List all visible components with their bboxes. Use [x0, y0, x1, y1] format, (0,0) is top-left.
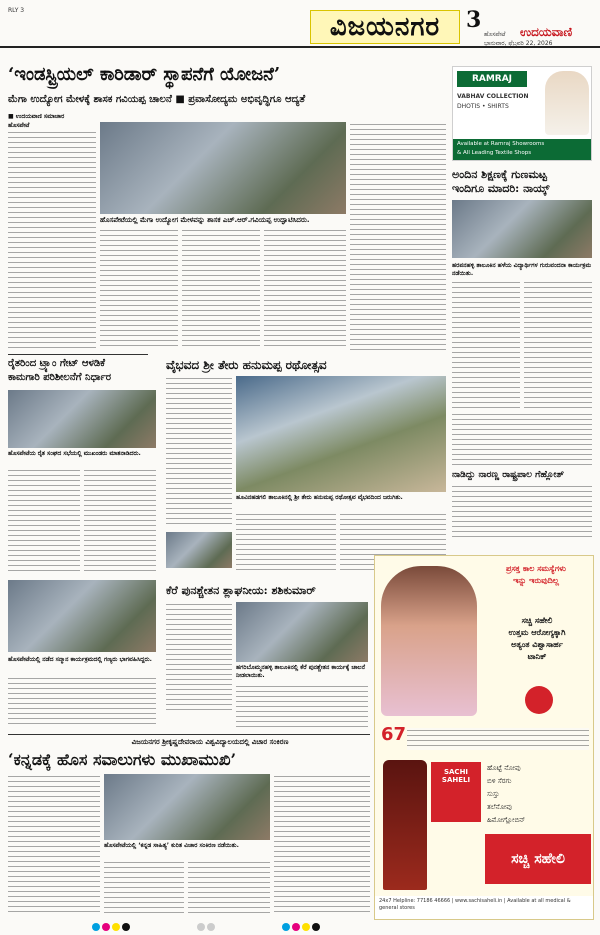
story-kere-photo: [236, 602, 368, 662]
bottom-body-2: [104, 860, 184, 914]
story-l2-headline-2: ಕಾಮಗಾರಿ ಪರಿಶೀಲನೆಗೆ ನಿರ್ಧಾರ: [8, 372, 112, 383]
sachi-bottle-image: [383, 760, 427, 890]
story-r2-headline: ನಾಡಿದ್ದು ನಾರಣ್ಣ ರಾಷ್ಟ್ರಪಾಲ ಗೆಹ್ಲೋತ್: [452, 470, 565, 480]
lead-body-col5: [350, 122, 446, 350]
story-mid-body-1: [166, 376, 232, 528]
lead-body-col2: [100, 228, 178, 350]
sachi-line-4: ಉತ್ತಮ ಆರೋಗ್ಯಕ್ಕಾಗಿ: [508, 628, 566, 637]
story-mid-caption: ಹೂವಿನಹಡಗಲಿ ತಾಲೂಕಿನಲ್ಲಿ ಶ್ರೀ ತೇರು ಹನುಮಪ್ಪ ರಥೋತ್ಸವ ವೈಭವದಿಂದ ಜರುಗಿತು.: [236, 494, 403, 501]
ramraj-availability-1: Available at Ramraj Showrooms: [457, 141, 545, 147]
story-mid-photo: [236, 376, 446, 492]
lead-photo-caption: ಹೊಸಪೇಟೆಯಲ್ಲಿ ಮೆಗಾ ಉದ್ಯೋಗ ಮೇಳವನ್ನು ಶಾಸಕ ಎಚ್.ಆರ್.ಗವಿಯಪ್ಪ ಉದ್ಘಾಟಿಸಿದರು.: [100, 216, 310, 224]
story-l2-caption: ಹೊಸಪೇಟೆಯ ರೈತ ಸಂಘದ ಸಭೆಯಲ್ಲಿ ಮುಖಂಡರು ಮಾತನಾಡಿದರು.: [8, 450, 141, 457]
sachi-brand-logo: ಸಚ್ಚಿ ಸಹೇಲಿ: [485, 834, 591, 884]
bottom-body-4: [274, 774, 370, 914]
brand-prefix: ಹೊಸಪೇಟೆ: [484, 31, 506, 38]
lead-headline: ‘ಇಂಡಸ್ಟ್ರಿಯಲ್ ಕಾರಿಡಾರ್ ಸ್ಥಾಪನೆಗೆ ಯೋಜನೆ’: [8, 64, 281, 85]
ramraj-ad: [452, 66, 592, 161]
story-l3-body: [8, 676, 156, 728]
story-l2-photo: [8, 390, 156, 448]
ramraj-logo: RAMRAJ: [457, 71, 527, 87]
masthead-title: ವಿಜಯನಗರ: [310, 10, 460, 44]
story-r1-photo: [452, 200, 592, 258]
story-mid-body-2: [236, 512, 336, 572]
sachi-benefit: ಬಿಳಿ ಸೆರಗು: [487, 777, 512, 785]
story-r1-body-2: [524, 280, 592, 408]
sachi-benefit-list: [487, 762, 591, 827]
story-r1-caption: ಹರಪನಹಳ್ಳಿ ತಾಲೂಕಿನ ಹಳೆಯ ವಿದ್ಯಾರ್ಥಿಗಳ ಗುರುವಂದನಾ ಕಾರ್ಯಕ್ರಮ ನಡೆಯಿತು.: [452, 262, 592, 277]
sachi-line-6: ಟಾನಿಕ್: [527, 652, 547, 661]
story-r1-headline-1: ಅಂದಿನ ಶಿಕ್ಷಣಕ್ಕೆ ಗುಣಮಟ್ಟ: [452, 168, 547, 181]
bottom-body-1: [8, 774, 100, 914]
issue-date: ಭಾನುವಾರ, ಫೆಬ್ರವರಿ 22, 2026: [484, 40, 553, 47]
sachi-percent: 67: [381, 724, 407, 745]
sachi-footer: 24x7 Helpline: 77186 46666 | www.sachisaheli.in | Available at all medical & general stores: [375, 896, 593, 919]
sachi-line-1: ಪ್ರಸಕ್ತ ಕಾಲ ಸಮಸ್ಯೆಗಳು: [506, 564, 566, 573]
page-code: RLY 3: [8, 7, 25, 14]
story-l2-headline-1: ರೈತರಿಂದ ಟ್ರ್ಯಾಂ ಗೇಟ್ ಆಳಡಿಕೆ: [8, 358, 106, 369]
ramraj-availability-2: & All Leading Textile Shops: [457, 150, 532, 156]
story-l2-body-2: [84, 468, 156, 574]
sachi-benefit: ತಲೆನೋವು: [487, 803, 512, 811]
story-r2-body: [452, 412, 592, 466]
print-color-marks: [92, 916, 512, 926]
sachi-seal-icon: [525, 686, 553, 714]
bottom-body-3: [188, 860, 270, 914]
lead-dateline: ಹೊಸಪೇಟೆ: [8, 122, 30, 129]
sachi-line-3: ಸಚ್ಚಿ ಸಹೇಲಿ: [521, 616, 553, 625]
lead-body-col3: [182, 228, 260, 350]
sachi-model-image: [381, 566, 477, 716]
brand-name: ಉದಯವಾಣಿ: [520, 25, 573, 39]
lead-photo: [100, 122, 346, 214]
story-kere-body-2: [236, 684, 368, 728]
story-r1-body-1: [452, 280, 520, 408]
sachi-benefit: ಹಿಮೋಗ್ಲೋಬಿನ್: [487, 816, 526, 824]
ramraj-model-image: [545, 71, 589, 135]
ramraj-collection: VABHAV COLLECTION: [457, 93, 529, 100]
story-r1-headline-2: ಇಂದಿಗೂ ಮಾದರಿ: ನಾಯ್ಕ್: [452, 182, 550, 195]
lead-byline: ■ ಉದಯವಾಣಿ ಸಮಾಚಾರ: [8, 113, 65, 120]
sachi-benefit: ಸುಸ್ತು: [487, 790, 500, 798]
page-number: 3: [466, 7, 482, 33]
story-mid-headline: ವೈಭವದ ಶ್ರೀ ತೇರು ಹನುಮಪ್ಪ ರಥೋತ್ಸವ: [166, 358, 327, 372]
ramraj-products: DHOTIS • SHIRTS: [457, 103, 509, 110]
story-l3-photo: [8, 580, 156, 652]
story-kere-body-1: [166, 602, 232, 712]
lead-body-col1: [8, 130, 96, 352]
lead-subhead: ಮೆಗಾ ಉದ್ಯೋಗ ಮೇಳಕ್ಕೆ ಶಾಸಕ ಗವಿಯಪ್ಪ ಚಾಲನೆ ■ ಪ್ರವಾಸೋದ್ಯಮ ಅಭಿವೃದ್ಧಿಗೂ ಆದ್ಯತೆ: [8, 94, 306, 105]
sachi-claim-text: [407, 728, 589, 750]
sachi-benefit: ಹೊಟ್ಟೆ ನೋವು: [487, 764, 521, 772]
story-kere-headline: ಕೆರೆ ಪುನಶ್ಚೇತನ ಶ್ಲಾಘನೀಯ: ಶಶಿಕುಮಾರ್: [166, 584, 316, 597]
story-r2-body-2: [452, 484, 592, 540]
sachi-product-pack: SACHI SAHELI: [431, 762, 481, 822]
bottom-kicker: ವಿಜಯನಗರ ಶ್ರೀಕೃಷ್ಣದೇವರಾಯ ವಿಶ್ವವಿದ್ಯಾಲಯದಲ್ಲಿ ವಿಚಾರ ಸಂಕಿರಣ: [131, 738, 289, 746]
bottom-headline: ‘ಕನ್ನಡಕ್ಕೆ ಹೊಸ ಸವಾಲುಗಳು ಮುಖಾಮುಖಿ’: [8, 750, 237, 769]
story-mid-photo-small: [166, 532, 232, 568]
story-l2-body-1: [8, 468, 80, 574]
sachi-line-5: ಅತ್ಯಂತ ವಿಶ್ವಾಸಾರ್ಹ: [511, 640, 563, 649]
sachi-line-2: ಇನ್ನು ಇರುವುದಿಲ್ಲ: [513, 576, 559, 585]
bottom-caption: ಹೊಸಪೇಟೆಯಲ್ಲಿ ‘ಕನ್ನಡ ಸಾಹಿತ್ಯ’ ಕುರಿತ ವಿಚಾರ ಸಂಕಿರಣ ನಡೆಯಿತು.: [104, 842, 239, 849]
sachi-saheli-ad: [374, 555, 594, 920]
lead-body-col4: [264, 228, 346, 350]
story-l3-caption: ಹೊಸಪೇಟೆಯಲ್ಲಿ ನಡೆದ ಸನ್ಮಾನ ಕಾರ್ಯಕ್ರಮದಲ್ಲಿ ಗಣ್ಯರು ಭಾಗವಹಿಸಿದ್ದರು.: [8, 656, 152, 663]
story-kere-caption: ಹಗರಿಬೊಮ್ಮನಹಳ್ಳಿ ತಾಲೂಕಿನಲ್ಲಿ ಕೆರೆ ಪುನಶ್ಚೇತನ ಕಾರ್ಯಕ್ಕೆ ಚಾಲನೆ ನೀಡಲಾಯಿತು.: [236, 664, 366, 679]
bottom-photo: [104, 774, 270, 840]
